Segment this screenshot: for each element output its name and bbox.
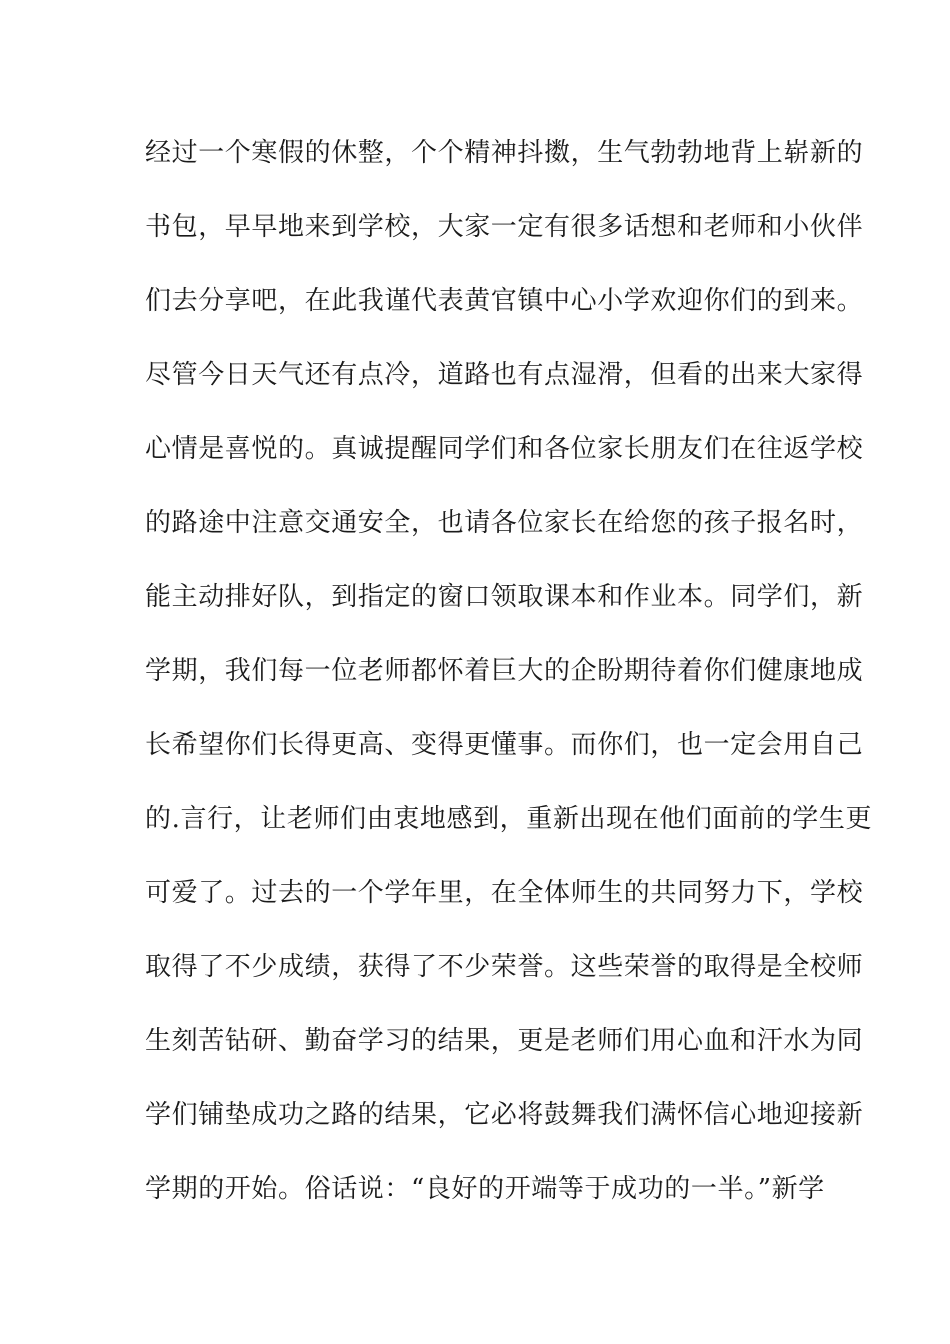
text-line: 书包，早早地来到学校，大家一定有很多话想和老师和小伙伴 <box>145 212 864 242</box>
text-line: 可爱了。过去的一个学年里，在全体师生的共同努力下，学校 <box>145 878 864 908</box>
text-line: 学们铺垫成功之路的结果，它必将鼓舞我们满怀信心地迎接新 <box>145 1100 864 1130</box>
text-line: 能主动排好队，到指定的窗口领取课本和作业本。同学们，新 <box>145 582 864 612</box>
text-line: 的.言行，让老师们由衷地感到，重新出现在他们面前的学生更 <box>145 804 873 834</box>
text-line: 取得了不少成绩，获得了不少荣誉。这些荣誉的取得是全校师 <box>145 952 864 982</box>
text-line: 们去分享吧，在此我谨代表黄官镇中心小学欢迎你们的到来。 <box>145 286 864 316</box>
text-line: 的路途中注意交通安全，也请各位家长在给您的孩子报名时， <box>145 508 864 538</box>
text-line: 长希望你们长得更高、变得更懂事。而你们，也一定会用自己 <box>145 730 864 760</box>
text-line: 心情是喜悦的。真诚提醒同学们和各位家长朋友们在往返学校 <box>145 434 864 464</box>
text-line: 尽管今日天气还有点冷，道路也有点湿滑，但看的出来大家得 <box>145 360 864 390</box>
text-line: 经过一个寒假的休整，个个精神抖擞，生气勃勃地背上崭新的 <box>145 138 864 168</box>
body-text <box>145 132 873 1242</box>
text-line: 学期，我们每一位老师都怀着巨大的企盼期待着你们健康地成 <box>145 656 864 686</box>
text-line: 学期的开始。俗话说：“良好的开端等于成功的一半。”新学 <box>145 1174 825 1204</box>
text-line: 生刻苦钻研、勤奋学习的结果，更是老师们用心血和汗水为同 <box>145 1026 864 1056</box>
